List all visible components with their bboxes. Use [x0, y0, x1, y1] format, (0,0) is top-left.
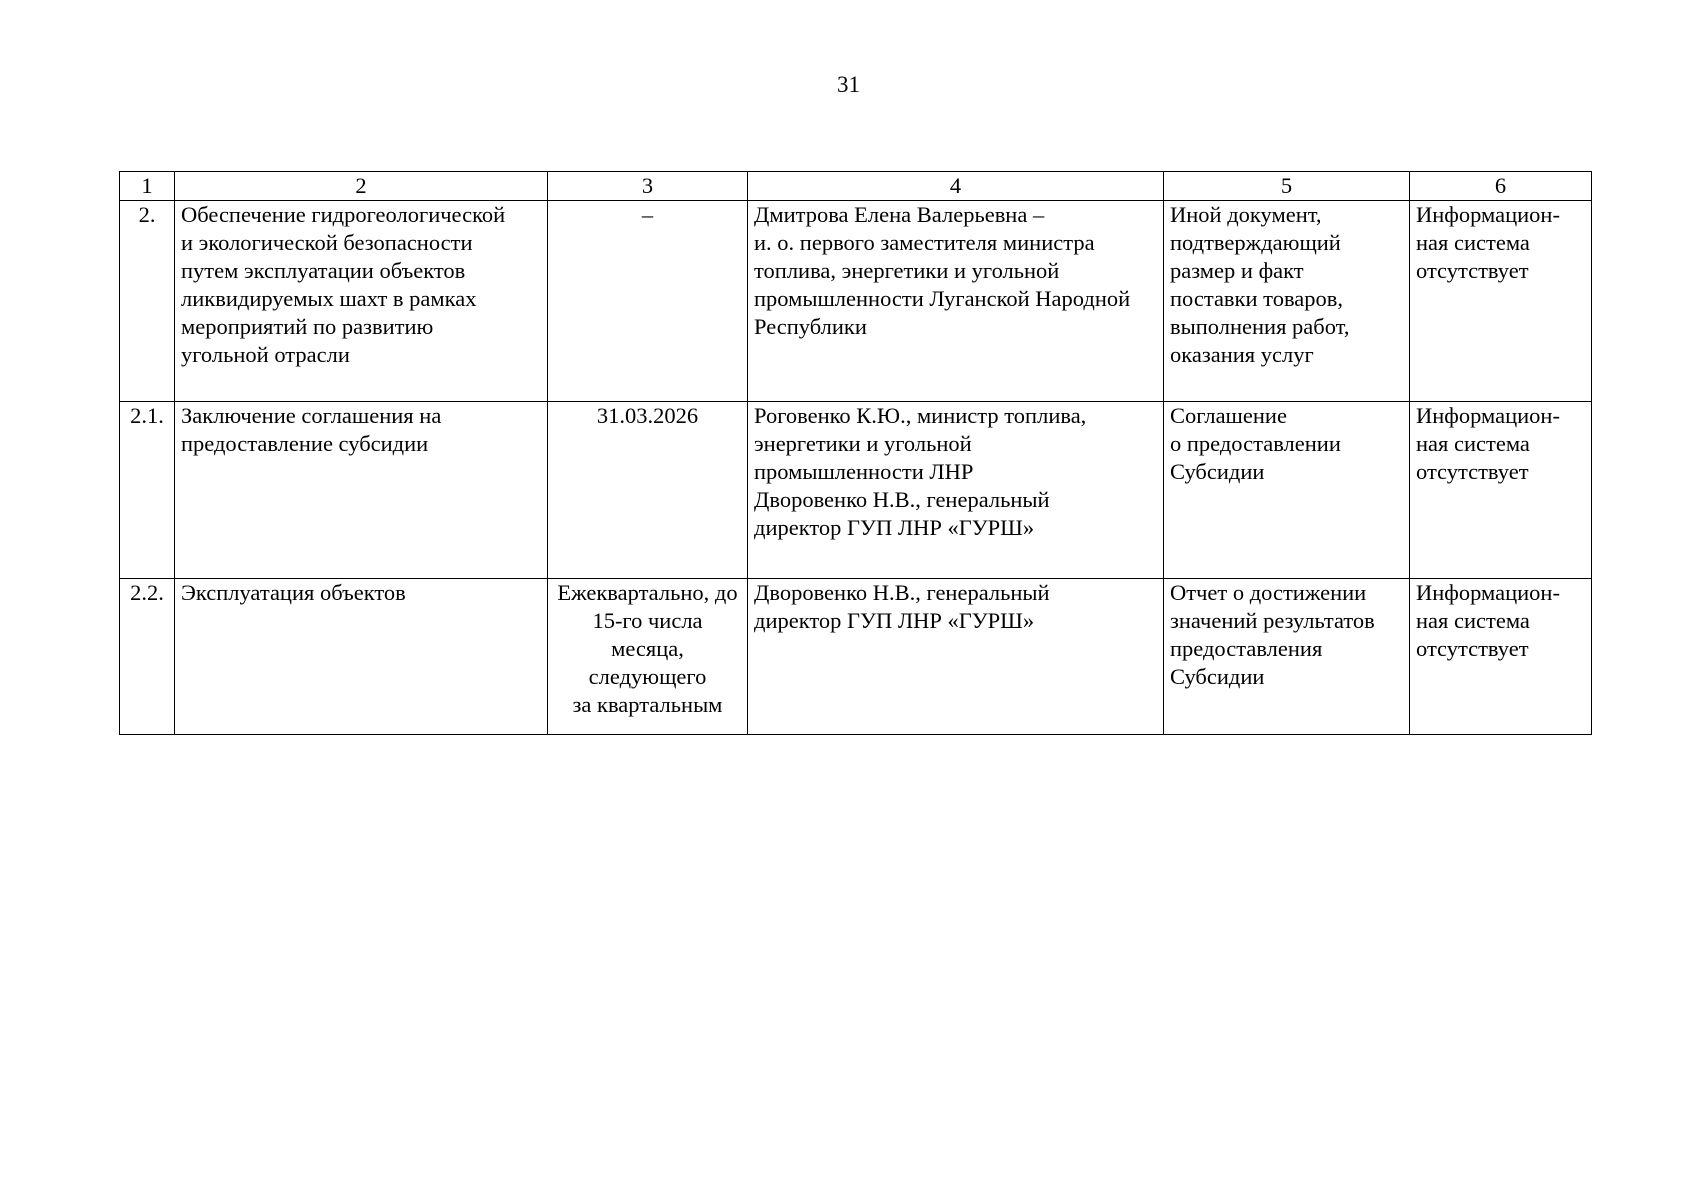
activity-cell: Обеспечение гидрогеологической и экологической безопасности путем эксплуатации объектов ликвидируемых шахт в рамках мероприятий по развитию угольной отрасли — [175, 201, 548, 402]
document-cell: Отчет о достижении значений результатов предоставления Субсидии — [1164, 579, 1410, 735]
table-row — [120, 579, 1592, 735]
table-header-row — [120, 172, 1592, 201]
row-number: 2.1. — [120, 402, 175, 579]
column-header: 1 — [120, 172, 175, 201]
column-header: 2 — [175, 172, 548, 201]
table-row — [120, 201, 1592, 402]
info-system-cell: Информацион- ная система отсутствует — [1410, 201, 1592, 402]
info-system-cell: Информацион- ная система отсутствует — [1410, 402, 1592, 579]
responsible-cell: Дворовенко Н.В., генеральный директор ГУП ЛНР «ГУРШ» — [748, 579, 1164, 735]
column-header: 4 — [748, 172, 1164, 201]
row-number: 2.2. — [120, 579, 175, 735]
row-number: 2. — [120, 201, 175, 402]
column-header: 5 — [1164, 172, 1410, 201]
responsible-cell: Роговенко К.Ю., министр топлива, энергетики и угольной промышленности ЛНР Дворовенко Н.В., генеральный директор ГУП ЛНР «ГУРШ» — [748, 402, 1164, 579]
plan-table — [119, 171, 1592, 735]
responsible-cell: Дмитрова Елена Валерьевна – и. о. первого заместителя министра топлива, энергетики и угольной промышленности Луганской Народной Республики — [748, 201, 1164, 402]
document-cell: Соглашение о предоставлении Субсидии — [1164, 402, 1410, 579]
table-row — [120, 402, 1592, 579]
deadline-cell: 31.03.2026 — [548, 402, 748, 579]
info-system-cell: Информацион- ная система отсутствует — [1410, 579, 1592, 735]
deadline-cell: – — [548, 201, 748, 402]
document-cell: Иной документ, подтверждающий размер и факт поставки товаров, выполнения работ, оказания услуг — [1164, 201, 1410, 402]
activity-cell: Эксплуатация объектов — [175, 579, 548, 735]
column-header: 3 — [548, 172, 748, 201]
deadline-cell: Ежеквартально, до 15-го числа месяца, следующего за квартальным — [548, 579, 748, 735]
page-number: 31 — [837, 72, 860, 97]
column-header: 6 — [1410, 172, 1592, 201]
activity-cell: Заключение соглашения на предоставление субсидии — [175, 402, 548, 579]
